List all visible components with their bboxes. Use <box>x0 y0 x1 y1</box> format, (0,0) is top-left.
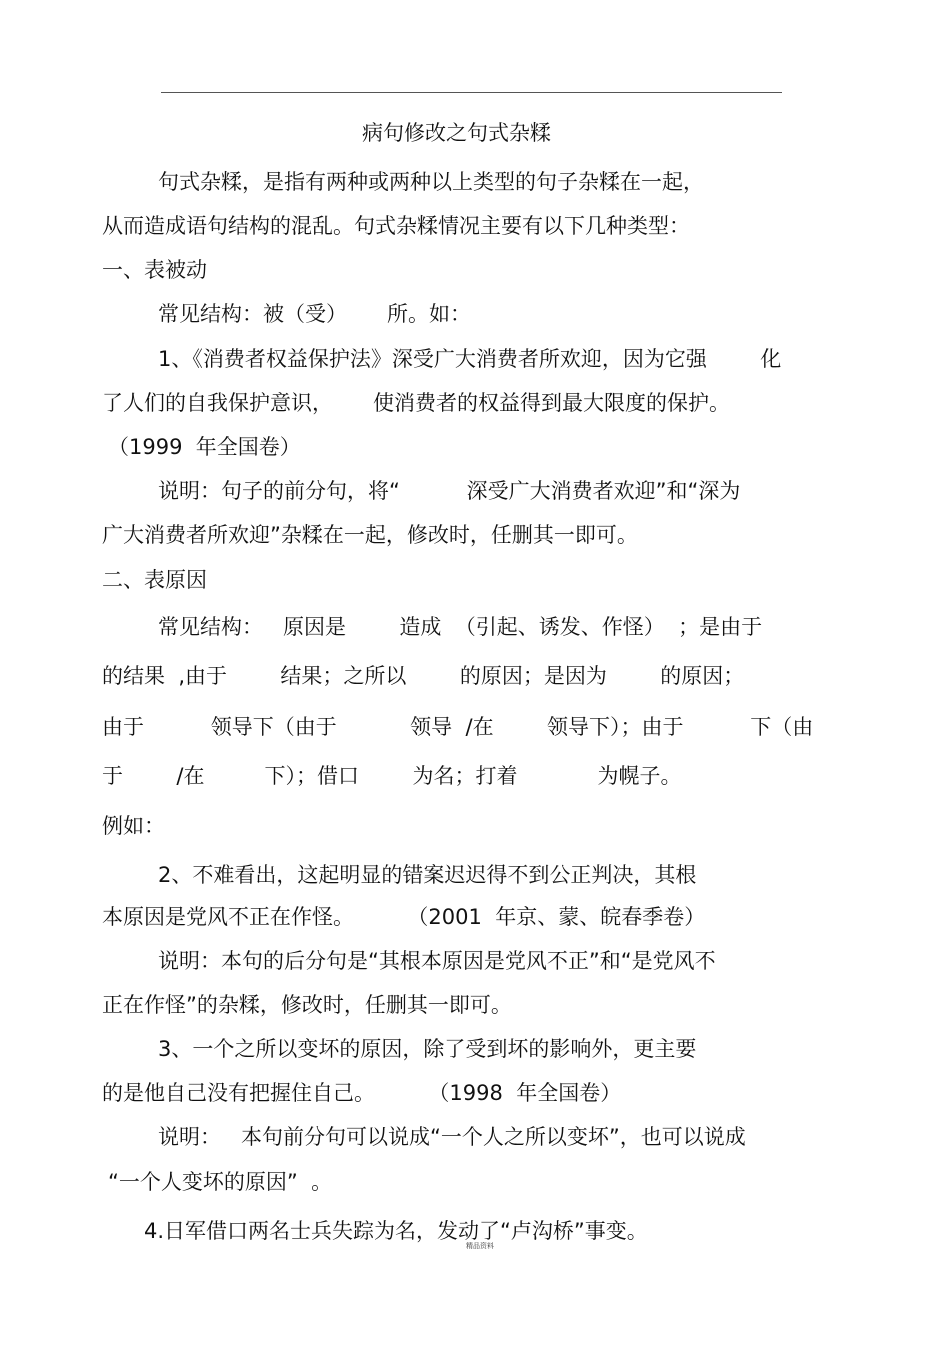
paragraph-line: 的是他自己没有把握住自己。 （1998 年全国卷） <box>102 1081 622 1105</box>
paragraph-line: 的结果 ,由于 结果；之所以 的原因；是因为 的原因； <box>102 664 745 688</box>
paragraph-line: 正在作怪”的杂糅，修改时，任删其一即可。 <box>102 993 512 1017</box>
paragraph-line: 本原因是党风不正在作怪。 （2001 年京、蒙、皖春季卷） <box>102 905 706 929</box>
page-title: 病句修改之句式杂糅 <box>362 121 551 145</box>
paragraph-line: 常见结构： 原因是 造成 （引起、诱发、作怪） ；是由于 <box>158 615 763 639</box>
paragraph-line: 1、《消费者权益保护法》深受广大消费者所欢迎，因为它强 化 <box>158 347 782 371</box>
paragraph-line: 于 /在 下）；借口 为名；打着 为幌子。 <box>102 764 682 788</box>
paragraph-line: 了人们的自我保护意识， 使消费者的权益得到最大限度的保护。 <box>102 391 731 415</box>
header-rule <box>161 92 782 93</box>
paragraph-line: 从而造成语句结构的混乱。句式杂糅情况主要有以下几种类型： <box>102 214 690 238</box>
page-footer: 精品资料 <box>466 1242 494 1250</box>
paragraph-line: 例如： <box>102 814 165 838</box>
section-heading: 一、表被动 <box>102 258 207 282</box>
section-heading: 二、表原因 <box>102 568 207 592</box>
paragraph-line: 由于 领导下（由于 领导 /在 领导下）；由于 下（由 <box>102 715 814 739</box>
paragraph-line: 说明：本句的后分句是“其根本原因是党风不正”和“是党风不 <box>158 949 716 973</box>
paragraph-line: 说明： 本句前分句可以说成“一个人之所以变坏”，也可以说成 <box>158 1125 746 1149</box>
paragraph-line: 3、一个之所以变坏的原因，除了受到坏的影响外，更主要 <box>158 1037 697 1061</box>
paragraph-line: （1999 年全国卷） <box>108 435 301 459</box>
paragraph-line: 广大消费者所欢迎”杂糅在一起，修改时，任删其一即可。 <box>102 523 638 547</box>
paragraph-line: 2、不难看出，这起明显的错案迟迟得不到公正判决，其根 <box>158 863 697 887</box>
paragraph-line: “一个人变坏的原因” 。 <box>108 1170 333 1194</box>
paragraph-line: 说明：句子的前分句，将“ 深受广大消费者欢迎”和“深为 <box>158 479 741 503</box>
paragraph-line: 句式杂糅，是指有两种或两种以上类型的句子杂糅在一起， <box>158 170 704 194</box>
paragraph-line: 常见结构：被（受） 所。如： <box>158 302 472 326</box>
paragraph-line: 4.日军借口两名士兵失踪为名，发动了“卢沟桥”事变。 <box>144 1219 648 1243</box>
